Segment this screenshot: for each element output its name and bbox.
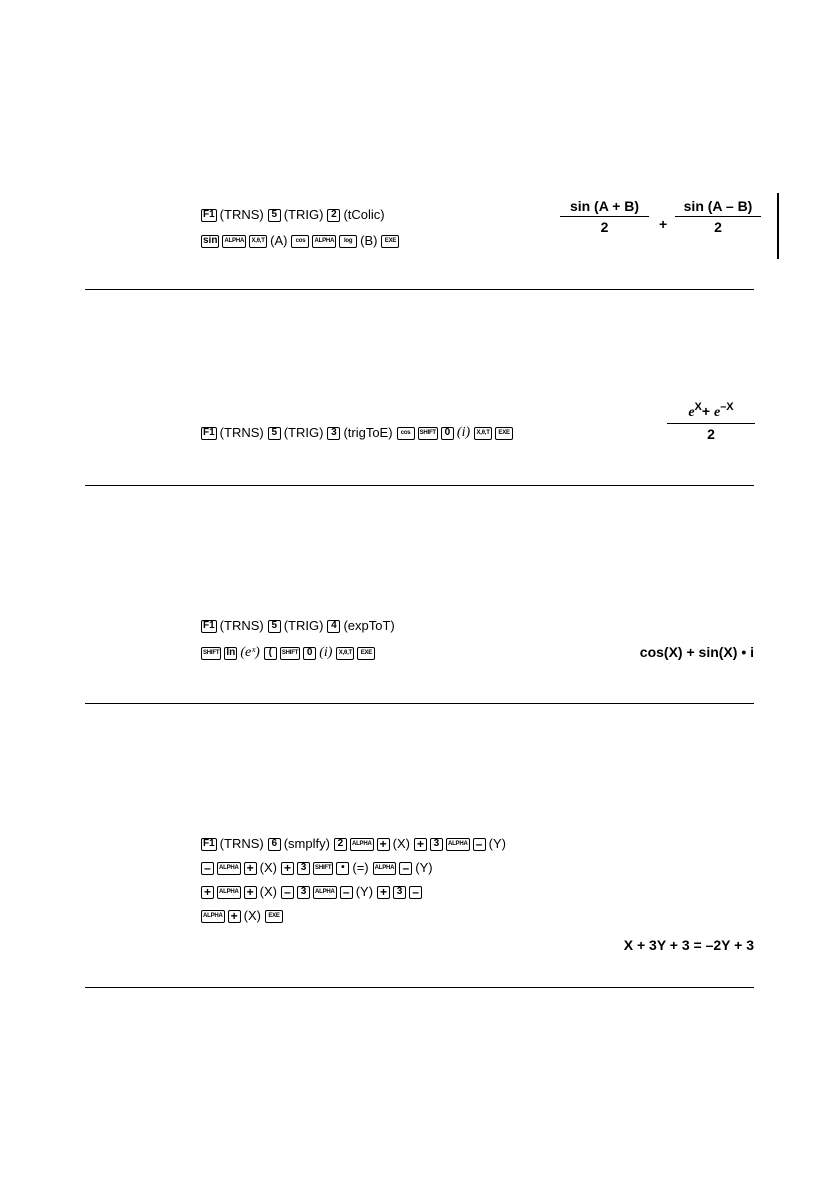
s3-keystroke-line-1 <box>201 616 399 636</box>
s2-exp-1: X <box>694 401 702 413</box>
divider-3 <box>85 703 754 704</box>
key-icon: – <box>473 838 486 851</box>
key-icon: EXE <box>381 235 399 248</box>
s1-keystroke-line-1 <box>201 205 389 225</box>
key-icon: ( <box>264 647 277 660</box>
s1-denominator-1: 2 <box>600 219 609 235</box>
s4-keystroke-line-3 <box>201 882 425 902</box>
s2-result-fraction <box>667 401 755 442</box>
key-annotation: (TRNS) <box>219 425 264 440</box>
key-icon: 4 <box>327 620 340 633</box>
key-icon: SHIFT <box>201 647 221 660</box>
key-icon: log <box>339 235 357 248</box>
s3-keystroke-line-2 <box>201 643 378 663</box>
key-icon: ALPHA <box>373 862 397 875</box>
key-icon: EXE <box>357 647 375 660</box>
s1-keystroke-line-2 <box>201 231 402 251</box>
key-icon: EXE <box>495 427 513 440</box>
key-icon: – <box>201 862 214 875</box>
key-icon: X,θ,T <box>249 235 267 248</box>
key-annotation: (=) <box>352 860 369 875</box>
s2-e-2: e <box>713 405 721 420</box>
key-icon: 6 <box>268 838 281 851</box>
key-icon: ALPHA <box>350 838 374 851</box>
key-icon: X,θ,T <box>336 647 354 660</box>
key-icon: SHIFT <box>313 862 333 875</box>
key-annotation: (TRNS) <box>219 836 264 851</box>
key-icon: F1 <box>203 838 215 849</box>
key-icon: 5 <box>268 620 281 633</box>
margin-bar <box>777 193 779 259</box>
key-annotation: (Y) <box>488 836 506 851</box>
s1-plus-sign: + <box>659 216 668 232</box>
key-annotation: (tColic) <box>343 207 385 222</box>
key-annotation: (TRNS) <box>219 207 264 222</box>
divider-4 <box>85 987 754 988</box>
key-icon: 5 <box>268 209 281 222</box>
s1-denominator-2: 2 <box>714 219 722 235</box>
key-icon: ALPHA <box>222 235 246 248</box>
key-annotation: (Y) <box>355 884 374 899</box>
key-icon: F1 <box>203 209 215 220</box>
key-annotation: (X) <box>243 908 262 923</box>
key-annotation: (i) <box>319 645 333 660</box>
key-icon: 0 <box>303 647 316 660</box>
key-annotation: (B) <box>360 233 378 248</box>
key-icon: + <box>244 886 257 899</box>
key-annotation: (X) <box>259 884 278 899</box>
s1-numerator-2: sin (A – B) <box>683 198 753 214</box>
key-icon: – <box>399 862 412 875</box>
key-annotation: (expToT) <box>343 618 395 633</box>
key-icon: 5 <box>268 427 281 440</box>
key-icon: ALPHA <box>313 886 337 899</box>
key-icon: cos <box>397 427 415 440</box>
key-icon: sin <box>203 235 218 246</box>
key-icon: – <box>281 886 294 899</box>
key-annotation: (Y) <box>415 860 433 875</box>
key-icon: 3 <box>297 862 310 875</box>
key-icon: 3 <box>430 838 443 851</box>
key-annotation: (TRNS) <box>219 618 264 633</box>
key-annotation: (i) <box>456 425 471 440</box>
key-annotation: (X) <box>392 836 410 851</box>
key-icon: 0 <box>441 427 454 440</box>
key-annotation: (TRIG) <box>283 207 324 222</box>
s1-result-fraction-1 <box>560 198 649 235</box>
key-icon: ALPHA <box>446 838 470 851</box>
s4-result: X + 3Y + 3 = –2Y + 3 <box>623 937 754 953</box>
key-annotation: (TRIG) <box>283 618 324 633</box>
key-icon: + <box>201 886 214 899</box>
key-icon: • <box>336 862 349 875</box>
key-annotation: (X) <box>259 860 278 875</box>
s2-e-1: e <box>688 405 695 420</box>
key-icon: EXE <box>265 910 283 923</box>
key-icon: – <box>409 886 422 899</box>
s2-exp-2: –X <box>720 401 734 413</box>
key-icon: ALPHA <box>201 910 225 923</box>
key-icon: 3 <box>297 886 310 899</box>
key-icon: cos <box>291 235 309 248</box>
s2-keystroke-line-1 <box>201 423 516 443</box>
key-icon: + <box>377 838 390 851</box>
key-icon: SHIFT <box>280 647 300 660</box>
key-icon: + <box>244 862 257 875</box>
key-icon: 2 <box>327 209 340 222</box>
key-icon: F1 <box>203 427 215 438</box>
s1-numerator-1: sin (A + B) <box>569 198 640 214</box>
key-icon: – <box>340 886 353 899</box>
key-icon: 2 <box>334 838 347 851</box>
divider-2 <box>85 485 754 486</box>
divider-1 <box>85 289 754 290</box>
key-icon: ALPHA <box>217 886 241 899</box>
s1-result-fraction-2 <box>675 198 761 235</box>
key-icon: ln <box>224 647 237 660</box>
s4-keystroke-line-2 <box>201 858 437 878</box>
key-annotation: (smplfy) <box>283 836 330 851</box>
key-icon: X,θ,T <box>474 427 492 440</box>
s2-denominator: 2 <box>707 426 715 442</box>
s2-plus: + <box>701 403 711 419</box>
key-icon: + <box>414 838 427 851</box>
key-icon: 3 <box>393 886 406 899</box>
s2-numerator <box>667 401 755 423</box>
key-icon: + <box>228 910 241 923</box>
key-annotation: (trigToE) <box>343 425 393 440</box>
s4-keystroke-line-4 <box>201 906 286 926</box>
key-annotation: (TRIG) <box>283 425 324 440</box>
key-annotation: (eˣ) <box>240 645 260 660</box>
key-icon: + <box>281 862 294 875</box>
key-icon: + <box>377 886 390 899</box>
key-annotation: (A) <box>270 233 288 248</box>
key-icon: SHIFT <box>418 427 438 440</box>
key-icon: 3 <box>327 427 340 440</box>
key-icon: ALPHA <box>217 862 241 875</box>
s4-keystroke-line-1 <box>201 834 510 854</box>
key-icon: F1 <box>203 620 215 631</box>
key-icon: ALPHA <box>312 235 336 248</box>
s3-result: cos(X) + sin(X) • i <box>639 644 754 660</box>
